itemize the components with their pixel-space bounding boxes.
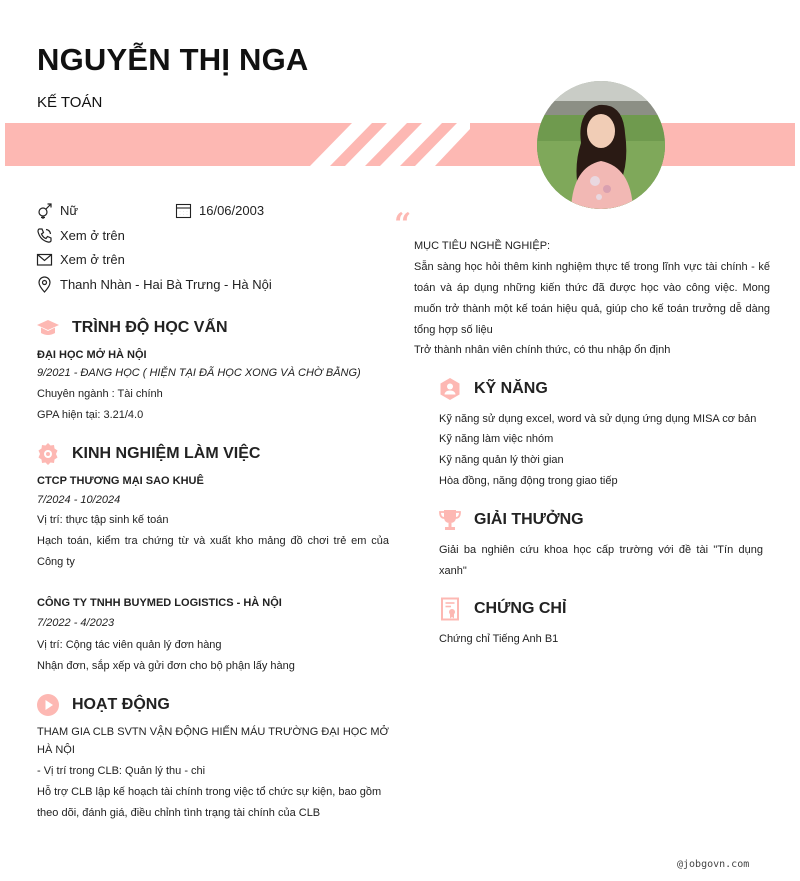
candidate-name: NGUYỄN THỊ NGA	[37, 42, 309, 77]
objective-heading: MỤC TIÊU NGHỀ NGHIỆP:	[414, 240, 551, 252]
education-school: ĐẠI HỌC MỞ HÀ NỘI	[37, 349, 147, 361]
award-text: Giải ba nghiên cứu khoa học cấp trường với đề tài "Tín dụng xanh"	[439, 544, 763, 577]
education-major: Chuyên ngành : Tài chính	[37, 388, 163, 400]
job-description: Nhận đơn, sắp xếp và gửi đơn cho bộ phận lấy hàng	[37, 660, 295, 672]
watermark: @jobgovn.com	[677, 859, 750, 870]
activity-organization: THAM GIA CLB SVTN VẬN ĐỘNG HIẾN MÁU TRƯỜNG ĐẠI HỌC MỞ HÀ NỘI	[37, 726, 389, 756]
job-period: 7/2024 - 10/2024	[37, 494, 121, 506]
job-description: Hạch toán, kiểm tra chứng từ và xuất kho mảng đồ chơi trẻ em của Công ty	[37, 535, 389, 568]
phone-value: Xem ở trên	[60, 228, 125, 243]
awards-section-title: GIẢI THƯỞNG	[438, 508, 584, 532]
graduation-cap-icon	[36, 316, 60, 340]
job-position: Vị trí: thực tập sinh kế toán	[37, 514, 169, 526]
skill-item: Hòa đồng, năng động trong giao tiếp	[439, 475, 618, 487]
address-row	[36, 276, 272, 293]
activities-section-title: HOẠT ĐỘNG	[36, 693, 170, 717]
job-title: KẾ TOÁN	[37, 94, 103, 111]
job-position: Vị trí: Cộng tác viên quản lý đơn hàng	[37, 639, 222, 651]
experience-section-title: KINH NGHIỆM LÀM VIỆC	[36, 442, 260, 466]
header-stripes	[305, 123, 475, 166]
address-value: Thanh Nhàn - Hai Bà Trưng - Hà Nội	[60, 277, 272, 292]
gender-row	[36, 202, 78, 219]
skill-gear-icon	[438, 377, 462, 401]
gender-value: Nữ	[60, 203, 79, 218]
skill-item: Kỹ năng quản lý thời gian	[439, 454, 564, 466]
objective-text: Sẵn sàng học hỏi thêm kinh nghiệm thực tế trong lĩnh vực tài chính - kế toán và áp dụng những kiến thức đã được học vào công việc. Mong muốn trở thành một kế toán hiệu quả, giúp cho kế toán trưởng dễ dàng tổng hợp số liệu	[414, 261, 770, 336]
play-circle-icon	[36, 693, 60, 717]
activity-description: Hỗ trợ CLB lập kế hoạch tài chính trong việc tổ chức sự kiện, bao gồm theo dõi, đánh giá, điều chỉnh tình trạng tài chính của CLB	[37, 786, 382, 819]
skills-section-title: KỸ NĂNG	[438, 377, 548, 401]
email-value: Xem ở trên	[60, 252, 125, 267]
gender-icon	[36, 202, 53, 219]
email-row	[36, 251, 125, 268]
education-section-title: TRÌNH ĐỘ HỌC VẤN	[36, 316, 228, 340]
activity-role: - Vị trí trong CLB: Quản lý thu - chi	[37, 765, 206, 777]
trophy-icon	[438, 508, 462, 532]
phone-row	[36, 227, 125, 244]
skill-item: Kỹ năng sử dụng excel, word và sử dụng ứng dụng MISA cơ bản	[439, 413, 757, 425]
email-icon	[36, 251, 53, 268]
job-period: 7/2022 - 4/2023	[37, 617, 115, 629]
phone-icon	[36, 227, 53, 244]
job-company: CTCP THƯƠNG MẠI SAO KHUÊ	[37, 475, 204, 487]
badge-gear-icon	[36, 442, 60, 466]
certificates-section-title: CHỨNG CHỈ	[438, 597, 566, 621]
education-period: 9/2021 - ĐANG HỌC ( HIỆN TẠI ĐÃ HỌC XONG VÀ CHỜ BẰNG)	[37, 367, 361, 379]
profile-photo	[537, 81, 665, 209]
education-gpa: GPA hiện tại: 3.21/4.0	[37, 409, 144, 421]
birthdate-value: 16/06/2003	[199, 203, 265, 218]
skill-item: Kỹ năng làm việc nhóm	[439, 433, 554, 445]
location-pin-icon	[36, 276, 53, 293]
certificate-icon	[438, 597, 462, 621]
birthdate-row	[175, 202, 264, 219]
job-company: CÔNG TY TNHH BUYMED LOGISTICS - HÀ NỘI	[37, 597, 282, 609]
objective-goal: Trở thành nhân viên chính thức, có thu nhập ổn định	[414, 344, 671, 356]
certificate-text: Chứng chỉ Tiếng Anh B1	[439, 633, 559, 645]
quote-icon: “	[394, 207, 412, 242]
calendar-icon	[175, 202, 192, 219]
